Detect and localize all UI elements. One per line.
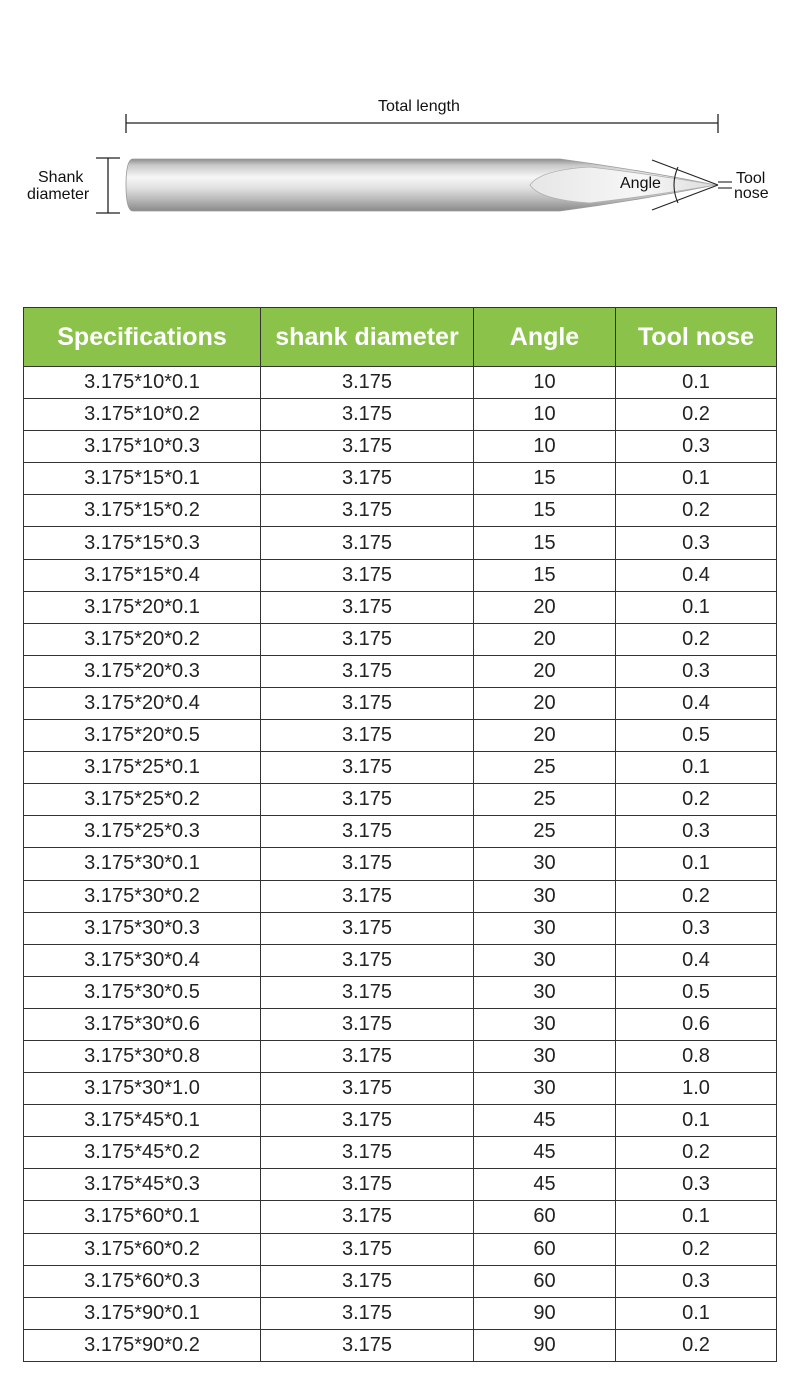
- spec-cell: 3.175*30*0.1: [24, 848, 261, 880]
- table-row: [24, 848, 777, 880]
- shank-diameter-cell: 3.175: [261, 399, 474, 431]
- tool-nose-cell: 0.2: [616, 1137, 777, 1169]
- spec-cell: 3.175*30*0.2: [24, 880, 261, 912]
- angle-cell: 15: [474, 527, 616, 559]
- tool-nose-cell: 0.3: [616, 431, 777, 463]
- table-row: [24, 463, 777, 495]
- tool-nose-cell: 0.2: [616, 1233, 777, 1265]
- spec-cell: 3.175*20*0.4: [24, 687, 261, 719]
- angle-cell: 60: [474, 1233, 616, 1265]
- specifications-table: [23, 307, 777, 1362]
- tool-nose-label-line2: nose: [734, 185, 769, 202]
- spec-cell: 3.175*30*1.0: [24, 1073, 261, 1105]
- table-row: [24, 495, 777, 527]
- spec-cell: 3.175*25*0.3: [24, 816, 261, 848]
- shank-diameter-cell: 3.175: [261, 1265, 474, 1297]
- table-row: [24, 1329, 777, 1361]
- shank-diameter-cell: 3.175: [261, 1233, 474, 1265]
- table-row: [24, 912, 777, 944]
- tool-nose-cell: 0.1: [616, 463, 777, 495]
- tool-nose-cell: 0.3: [616, 655, 777, 687]
- header-shank-diameter: shank diameter: [261, 308, 474, 367]
- shank-diameter-cell: 3.175: [261, 1297, 474, 1329]
- shank-diameter-cell: 3.175: [261, 848, 474, 880]
- engraving-bit-drawing: [0, 0, 800, 290]
- header-angle: Angle: [474, 308, 616, 367]
- angle-cell: 25: [474, 816, 616, 848]
- tool-nose-cell: 0.1: [616, 848, 777, 880]
- tool-nose-cell: 0.3: [616, 527, 777, 559]
- shank-diameter-cell: 3.175: [261, 912, 474, 944]
- table-row: [24, 880, 777, 912]
- shank-diameter-cell: 3.175: [261, 976, 474, 1008]
- tool-diagram: [0, 0, 800, 290]
- angle-cell: 30: [474, 912, 616, 944]
- angle-cell: 60: [474, 1201, 616, 1233]
- spec-cell: 3.175*30*0.4: [24, 944, 261, 976]
- header-tool-nose: Tool nose: [616, 308, 777, 367]
- table-row: [24, 623, 777, 655]
- spec-cell: 3.175*60*0.3: [24, 1265, 261, 1297]
- angle-cell: 10: [474, 431, 616, 463]
- angle-cell: 20: [474, 687, 616, 719]
- spec-cell: 3.175*10*0.3: [24, 431, 261, 463]
- tool-nose-cell: 0.5: [616, 720, 777, 752]
- table-row: [24, 752, 777, 784]
- total-length-label: Total length: [378, 98, 460, 115]
- shank-diameter-cell: 3.175: [261, 623, 474, 655]
- shank-diameter-cell: 3.175: [261, 1329, 474, 1361]
- shank-diameter-cell: 3.175: [261, 1105, 474, 1137]
- shank-diameter-cell: 3.175: [261, 687, 474, 719]
- table-row: [24, 1073, 777, 1105]
- tool-nose-cell: 0.8: [616, 1040, 777, 1072]
- table-row: [24, 687, 777, 719]
- spec-cell: 3.175*45*0.2: [24, 1137, 261, 1169]
- table-row: [24, 1105, 777, 1137]
- angle-cell: 15: [474, 559, 616, 591]
- table-row: [24, 431, 777, 463]
- tool-nose-cell: 0.2: [616, 399, 777, 431]
- spec-cell: 3.175*30*0.5: [24, 976, 261, 1008]
- tool-nose-cell: 0.1: [616, 752, 777, 784]
- shank-diameter-label-line1: Shank: [38, 169, 84, 186]
- spec-cell: 3.175*30*0.6: [24, 1008, 261, 1040]
- shank-diameter-cell: 3.175: [261, 1008, 474, 1040]
- tool-nose-cell: 0.1: [616, 367, 777, 399]
- table-row: [24, 367, 777, 399]
- table-row: [24, 816, 777, 848]
- angle-cell: 90: [474, 1329, 616, 1361]
- angle-cell: 30: [474, 848, 616, 880]
- table-row: [24, 527, 777, 559]
- spec-cell: 3.175*45*0.3: [24, 1169, 261, 1201]
- tool-nose-cell: 0.1: [616, 591, 777, 623]
- table-row: [24, 559, 777, 591]
- shank-diameter-cell: 3.175: [261, 559, 474, 591]
- spec-cell: 3.175*30*0.3: [24, 912, 261, 944]
- angle-cell: 30: [474, 1008, 616, 1040]
- angle-cell: 30: [474, 880, 616, 912]
- shank-diameter-cell: 3.175: [261, 1040, 474, 1072]
- tool-nose-cell: 0.6: [616, 1008, 777, 1040]
- table-body: [24, 367, 777, 1362]
- shank-diameter-cell: 3.175: [261, 752, 474, 784]
- tool-nose-cell: 0.3: [616, 816, 777, 848]
- angle-cell: 15: [474, 495, 616, 527]
- spec-cell: 3.175*25*0.1: [24, 752, 261, 784]
- angle-cell: 20: [474, 591, 616, 623]
- angle-cell: 10: [474, 399, 616, 431]
- tool-nose-cell: 0.1: [616, 1201, 777, 1233]
- angle-cell: 45: [474, 1169, 616, 1201]
- table-row: [24, 1008, 777, 1040]
- angle-label: Angle: [620, 175, 661, 192]
- spec-cell: 3.175*15*0.4: [24, 559, 261, 591]
- shank-diameter-cell: 3.175: [261, 495, 474, 527]
- table-row: [24, 591, 777, 623]
- table-row: [24, 1137, 777, 1169]
- tool-nose-cell: 0.2: [616, 623, 777, 655]
- table-row: [24, 1297, 777, 1329]
- tool-nose-cell: 0.1: [616, 1105, 777, 1137]
- shank-diameter-cell: 3.175: [261, 367, 474, 399]
- tool-nose-label-line1: Tool: [736, 170, 766, 187]
- spec-cell: 3.175*20*0.5: [24, 720, 261, 752]
- angle-cell: 30: [474, 944, 616, 976]
- tool-nose-cell: 0.3: [616, 1265, 777, 1297]
- table-row: [24, 944, 777, 976]
- shank-diameter-label-line2: diameter: [27, 186, 90, 203]
- angle-cell: 15: [474, 463, 616, 495]
- table-row: [24, 976, 777, 1008]
- tool-nose-cell: 0.2: [616, 1329, 777, 1361]
- table-row: [24, 1040, 777, 1072]
- shank-diameter-cell: 3.175: [261, 1169, 474, 1201]
- angle-cell: 25: [474, 752, 616, 784]
- angle-cell: 60: [474, 1265, 616, 1297]
- spec-cell: 3.175*10*0.1: [24, 367, 261, 399]
- spec-cell: 3.175*15*0.3: [24, 527, 261, 559]
- angle-cell: 30: [474, 1073, 616, 1105]
- table-row: [24, 1233, 777, 1265]
- spec-cell: 3.175*30*0.8: [24, 1040, 261, 1072]
- shank-diameter-cell: 3.175: [261, 1073, 474, 1105]
- shank-diameter-cell: 3.175: [261, 655, 474, 687]
- tool-nose-cell: 0.1: [616, 1297, 777, 1329]
- spec-cell: 3.175*90*0.1: [24, 1297, 261, 1329]
- spec-cell: 3.175*25*0.2: [24, 784, 261, 816]
- shank-diameter-cell: 3.175: [261, 784, 474, 816]
- angle-cell: 30: [474, 1040, 616, 1072]
- angle-cell: 45: [474, 1137, 616, 1169]
- shank-diameter-cell: 3.175: [261, 816, 474, 848]
- shank-diameter-cell: 3.175: [261, 944, 474, 976]
- shank-diameter-cell: 3.175: [261, 463, 474, 495]
- shank-diameter-cell: 3.175: [261, 527, 474, 559]
- angle-cell: 20: [474, 720, 616, 752]
- spec-cell: 3.175*15*0.2: [24, 495, 261, 527]
- tool-nose-cell: 0.4: [616, 687, 777, 719]
- table-row: [24, 1201, 777, 1233]
- shank-diameter-cell: 3.175: [261, 591, 474, 623]
- tool-nose-cell: 0.5: [616, 976, 777, 1008]
- header-specifications: Specifications: [24, 308, 261, 367]
- table-row: [24, 720, 777, 752]
- angle-cell: 30: [474, 976, 616, 1008]
- spec-cell: 3.175*20*0.1: [24, 591, 261, 623]
- spec-cell: 3.175*60*0.2: [24, 1233, 261, 1265]
- angle-cell: 25: [474, 784, 616, 816]
- angle-cell: 90: [474, 1297, 616, 1329]
- table-row: [24, 784, 777, 816]
- spec-cell: 3.175*60*0.1: [24, 1201, 261, 1233]
- table-row: [24, 655, 777, 687]
- tool-nose-cell: 0.3: [616, 912, 777, 944]
- angle-cell: 10: [474, 367, 616, 399]
- tool-nose-cell: 0.2: [616, 495, 777, 527]
- spec-cell: 3.175*45*0.1: [24, 1105, 261, 1137]
- table-row: [24, 399, 777, 431]
- tool-nose-cell: 0.4: [616, 944, 777, 976]
- table-row: [24, 1169, 777, 1201]
- header-row: [24, 308, 777, 367]
- tool-nose-cell: 0.4: [616, 559, 777, 591]
- shank-diameter-cell: 3.175: [261, 720, 474, 752]
- spec-cell: 3.175*20*0.2: [24, 623, 261, 655]
- spec-cell: 3.175*10*0.2: [24, 399, 261, 431]
- shank-diameter-cell: 3.175: [261, 1201, 474, 1233]
- spec-cell: 3.175*90*0.2: [24, 1329, 261, 1361]
- shank-diameter-cell: 3.175: [261, 1137, 474, 1169]
- tool-nose-cell: 1.0: [616, 1073, 777, 1105]
- tool-nose-cell: 0.3: [616, 1169, 777, 1201]
- spec-cell: 3.175*15*0.1: [24, 463, 261, 495]
- angle-cell: 45: [474, 1105, 616, 1137]
- shank-diameter-cell: 3.175: [261, 880, 474, 912]
- shank-diameter-cell: 3.175: [261, 431, 474, 463]
- spec-cell: 3.175*20*0.3: [24, 655, 261, 687]
- angle-cell: 20: [474, 655, 616, 687]
- table-row: [24, 1265, 777, 1297]
- angle-cell: 20: [474, 623, 616, 655]
- tool-nose-cell: 0.2: [616, 784, 777, 816]
- tool-nose-cell: 0.2: [616, 880, 777, 912]
